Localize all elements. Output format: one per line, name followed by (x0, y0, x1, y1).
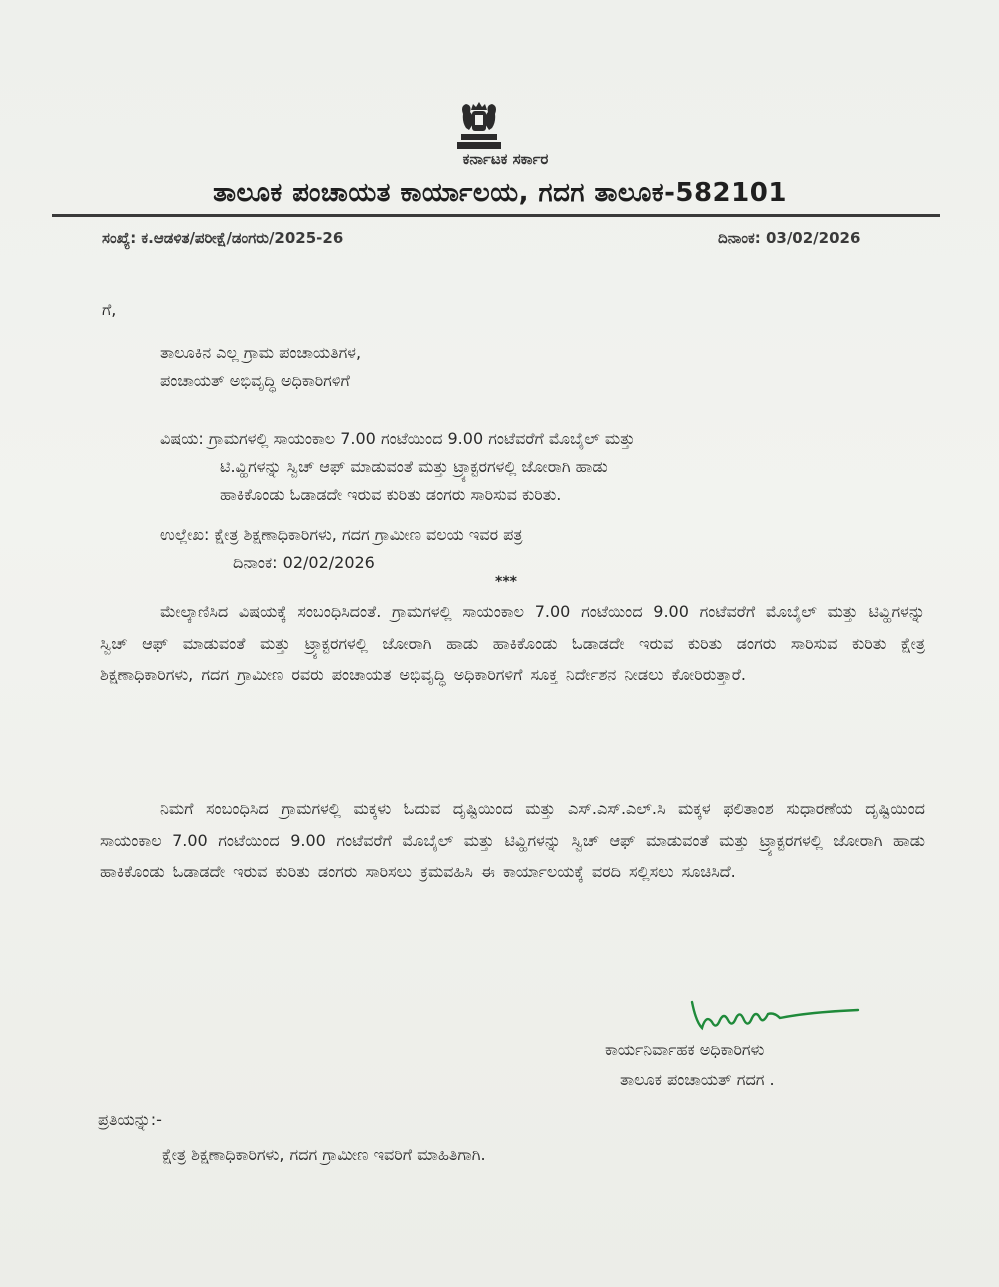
subject-line: ಟಿ.ವ್ಹಿಗಳನ್ನು ಸ್ವಿಚ್ ಆಫ್ ಮಾಡುವಂತೆ ಮತ್ತು ಟ್ರ್ಯಾಕ್ಟರಗಳಲ್ಲಿ ಜೋರಾಗಿ ಹಾಡು (220, 457, 608, 476)
header-divider (52, 214, 940, 217)
letter-date: ದಿನಾಂಕ: 03/02/2026 (718, 229, 861, 247)
signatory-designation: ಕಾರ್ಯನಿರ್ವಾಹಕ ಅಧಿಕಾರಿಗಳು (605, 1040, 765, 1059)
to-label: ಗೆ, (102, 300, 117, 319)
signatory-office: ತಾಲೂಕ ಪಂಚಾಯತ್ ಗದಗ . (620, 1070, 775, 1089)
copy-recipient: ಕ್ಷೇತ್ರ ಶಿಕ್ಷಣಾಧಿಕಾರಿಗಳು, ಗದಗ ಗ್ರಾಮೀಣ ಇವರಿಗೆ ಮಾಹಿತಿಗಾಗಿ. (162, 1145, 486, 1164)
body-paragraph: ಮೇಲ್ಕಾಣಿಸಿದ ವಿಷಯಕ್ಕೆ ಸಂಬಂಧಿಸಿದಂತೆ. ಗ್ರಾಮಗಳಲ್ಲಿ ಸಾಯಂಕಾಲ 7.00 ಗಂಟೆಯಿಂದ 9.00 ಗಂಟೆವರೆಗೆ ಮೊಬೈಲ್ ಮತ್ತು ಟಿವ್ಹಿಗಳನ್ನು ಸ್ವಿಚ್ ಆಫ್ ಮಾಡುವಂತೆ ಮತ್ತು ಟ್ರ್ಯಾಕ್ಟರಗಳಲ್ಲಿ ಜೋರಾಗಿ ಹಾಡು ಹಾಕಿಕೊಂಡು ಓಡಾಡದೇ ಇರುವ ಕುರಿತು ಡಂಗರು ಸಾರಿಸುವ ಕುರಿತು ಕ್ಷೇತ್ರ ಶಿಕ್ಷಣಾಧಿಕಾರಿಗಳು, ಗದಗ ಗ್ರಾಮೀಣ ರವರು ಪಂಚಾಯತ ಅಭಿವೃದ್ಧಿ ಅಧಿಕಾರಿಗಳಿಗೆ ಸೂಕ್ತ ನಿರ್ದೇಶನ ನೀಡಲು ಕೋರಿರುತ್ತಾರೆ. (100, 602, 925, 684)
copy-label: ಪ್ರತಿಯನ್ನು:- (98, 1110, 162, 1129)
government-name: ಕರ್ನಾಟಕ ಸರ್ಕಾರ (462, 150, 549, 168)
subject-line: ಹಾಕಿಕೊಂಡು ಓಡಾಡದೇ ಇರುವ ಕುರಿತು ಡಂಗರು ಸಾರಿಸುವ ಕುರಿತು. (220, 485, 562, 504)
reference-number: ಸಂಖ್ಯೆ: ಕ.ಆಡಳಿತ/ಪರೀಕ್ಷೆ/ಡಂಗರು/2025-26 (102, 229, 344, 247)
reference-letter-date: ದಿನಾಂಕ: 02/02/2026 (233, 553, 375, 572)
addressee-line: ಪಂಚಾಯತ್ ಅಭಿವೃದ್ಧಿ ಅಧಿಕಾರಿಗಳಿಗೆ (160, 371, 350, 390)
subject-line: ವಿಷಯ: ಗ್ರಾಮಗಳಲ್ಲಿ ಸಾಯಂಕಾಲ 7.00 ಗಂಟೆಯಿಂದ 9.00 ಗಂಟೆವರೆಗೆ ಮೊಬೈಲ್ ಮತ್ತು (160, 429, 635, 448)
body-paragraph: ನಿಮಗೆ ಸಂಬಂಧಿಸಿದ ಗ್ರಾಮಗಳಲ್ಲಿ ಮಕ್ಕಳು ಓದುವ ದೃಷ್ಟಿಯಿಂದ ಮತ್ತು ಎಸ್.ಎಸ್.ಎಲ್.ಸಿ ಮಕ್ಕಳ ಫಲಿತಾಂಶ ಸುಧಾರಣೆಯ ದೃಷ್ಟಿಯಿಂದ ಸಾಯಂಕಾಲ 7.00 ಗಂಟೆಯಿಂದ 9.00 ಗಂಟೆವರೆಗೆ ಮೊಬೈಲ್ ಮತ್ತು ಟಿವ್ಹಿಗಳನ್ನು ಸ್ವಿಚ್ ಆಫ್ ಮಾಡುವಂತೆ ಮತ್ತು ಟ್ರ್ಯಾಕ್ಟರಗಳಲ್ಲಿ ಜೋರಾಗಿ ಹಾಡು ಹಾಕಿಕೊಂಡು ಓಡಾಡದೇ ಇರುವ ಕುರಿತು ಡಂಗರು ಸಾರಿಸಲು ಕ್ರಮವಹಿಸಿ ಈ ಕಾರ್ಯಾಲಯಕ್ಕೆ ವರದಿ ಸಲ್ಲಿಸಲು ಸೂಚಿಸಿದೆ. (100, 799, 925, 881)
signature (684, 990, 904, 1038)
addressee-line: ತಾಲೂಕಿನ ಎಲ್ಲ ಗ್ರಾಮ ಪಂಚಾಯತಿಗಳ, (160, 343, 362, 362)
reference-letter: ಉಲ್ಲೇಖ: ಕ್ಷೇತ್ರ ಶಿಕ್ಷಣಾಧಿಕಾರಿಗಳು, ಗದಗ ಗ್ರಾಮೀಣ ವಲಯ ಇವರ ಪತ್ರ (160, 525, 523, 544)
subject (160, 425, 920, 509)
separator: *** (495, 574, 517, 590)
karnataka-emblem-icon (449, 100, 509, 152)
office-title: ತಾಲೂಕ ಪಂಚಾಯತ ಕಾರ್ಯಾಲಯ, ಗದಗ ತಾಲೂಕ-582101 (213, 178, 787, 208)
